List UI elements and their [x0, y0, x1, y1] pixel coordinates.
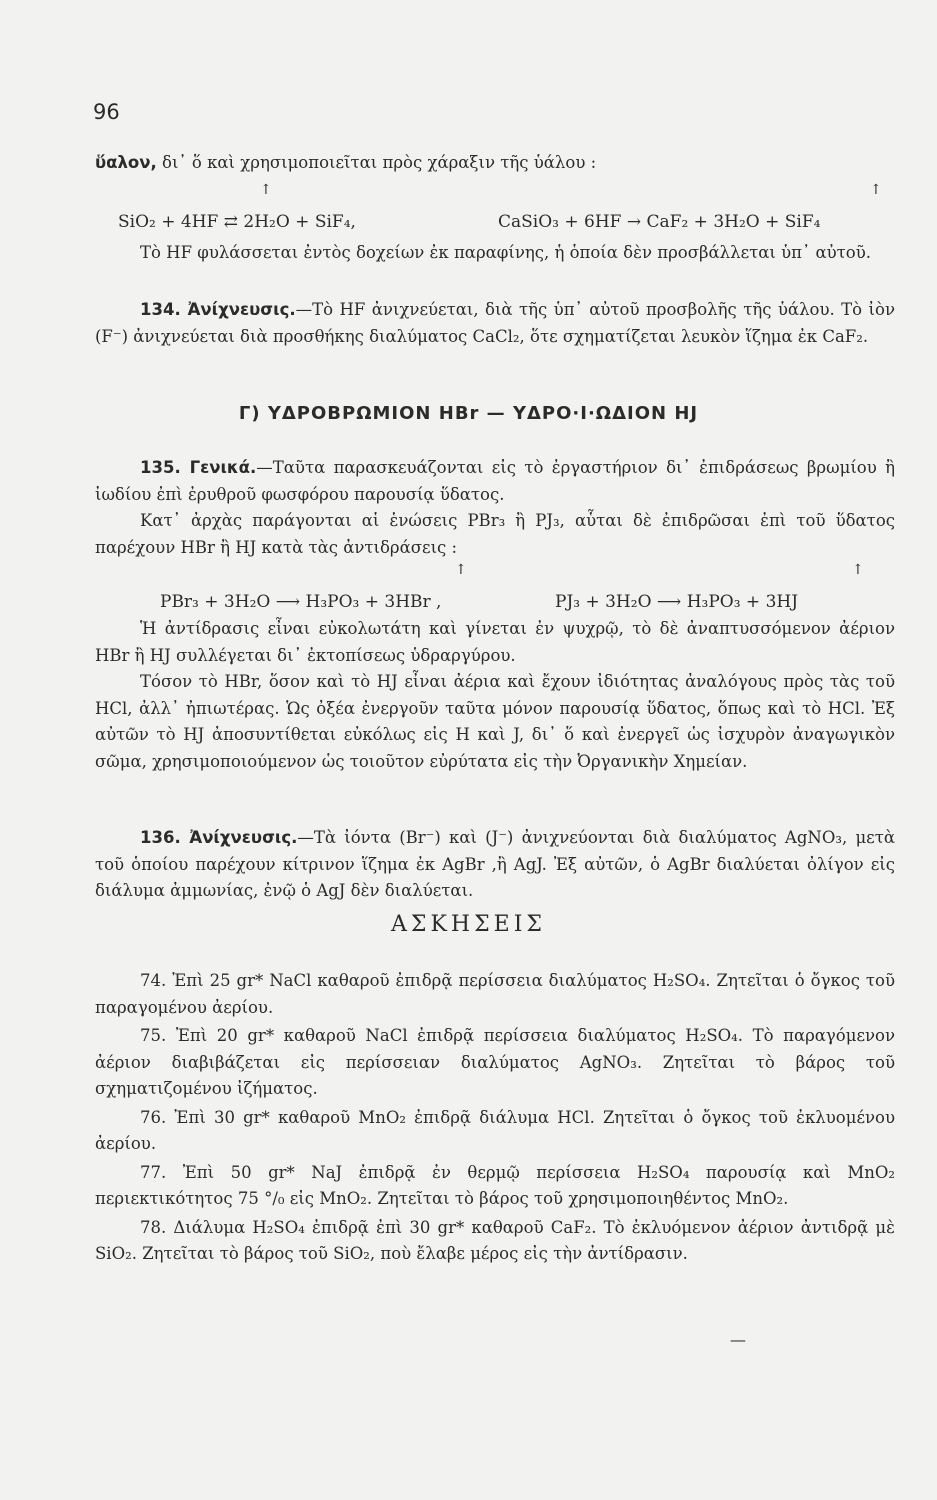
- section-136: [95, 825, 895, 905]
- intro-paragraph: [95, 150, 895, 177]
- exercise-item: 74. Ἐπὶ 25 gr* NaCl καθαροῦ ἐπιδρᾷ περίσσεια διαλύματος H₂SO₄. Ζητεῖται ὁ ὄγκος τοῦ παραγομένου ἀερίου.: [95, 971, 895, 1017]
- section-135-paragraph-2: Κατ᾽ ἀρχὰς παράγονται αἱ ἑνώσεις PBr₃ ἢ PJ₃, αὗται δὲ ἐπιδρῶσαι ἐπὶ τοῦ ὕδατος παρέχουν HBr ἢ HJ κατὰ τὰς ἀντιδράσεις :: [95, 511, 895, 557]
- section-135-label: 135. Γενικά.: [140, 458, 257, 477]
- exercises-title: ΑΣΚΗΣΕΙΣ: [391, 912, 546, 937]
- equation-row-2: [160, 562, 895, 616]
- section-135: [95, 455, 895, 561]
- exercises-list: [95, 968, 895, 1268]
- exercise-item: 77. Ἐπὶ 50 gr* NaJ ἐπιδρᾷ ἐν θερμῷ περίσσεια H₂SO₄ παρουσίᾳ καὶ MnO₂ περιεκτικότητος 75 °/₀ εἰς MnO₂. Ζητεῖται τὸ βάρος τοῦ χρησιμοποιηθέντος MnO₂.: [95, 1162, 895, 1208]
- section-134-text: —Τὸ HF ἀνιχνεύεται, διὰ τῆς ὑπ᾽ αὐτοῦ προσβολῆς τῆς ὑάλου. Τὸ ἰὸν (F⁻) ἀνιχνεύεται διὰ προσθήκης διαλύματος CaCl₂, ὅτε σχηματίζεται λευκὸν ἵζημα ἐκ CaF₂.: [95, 300, 895, 346]
- equation-row-1: [118, 182, 893, 236]
- gas-arrow-icon: ↑: [870, 182, 882, 198]
- equation-sio2-hf: SiO₂ + 4HF ⇄ 2H₂O + SiF₄,: [118, 212, 356, 232]
- properties-text: Τόσον τὸ HBr, ὅσον καὶ τὸ HJ εἶναι ἀέρια καὶ ἔχουν ἰδιότητας ἀναλόγους πρὸς τὰς τοῦ HCl, ἀλλ᾽ ἠπιωτέρας. Ὡς ὀξέα ἐνεργοῦν ταῦτα μόνον παρουσίᾳ ὕδατος, ὅπως καὶ τὸ HCl. Ἐξ αὐτῶν τὸ HJ ἀποσυντίθεται εὐκόλως εἰς H καὶ J, δι᾽ ὅ καὶ ἐνεργεῖ ὡς ἰσχυρὸν ἀναγωγικὸν σῶμα, χρησιμοποιούμενον ὡς τοιοῦτον εὐρύτατα εἰς τὴν Ὀργανικὴν Χημείαν.: [95, 672, 895, 771]
- section-136-label: 136. Ἀνίχνευσις.: [140, 828, 298, 847]
- hf-storage-text: Τὸ HF φυλάσσεται ἐντὸς δοχείων ἐκ παραφίνης, ἡ ὁποία δὲν προσβάλλεται ὑπ᾽ αὐτοῦ.: [140, 243, 871, 262]
- section-134-label: 134. Ἀνίχνευσις.: [140, 300, 296, 319]
- section-134: [95, 297, 895, 350]
- equation-pbr3: PBr₃ + 3H₂O ⟶ H₃PO₃ + 3HBr ,: [160, 592, 442, 612]
- reaction-text: Ἡ ἀντίδρασις εἶναι εὐκολωτάτη καὶ γίνεται ἐν ψυχρῷ, τὸ δὲ ἀναπτυσσόμενον ἀέριον HBr ἢ HJ συλλέγεται δι᾽ ἐκτοπίσεως ὑδραργύρου.: [95, 619, 895, 665]
- gas-arrow-icon: ↑: [852, 562, 864, 578]
- intro-text: δι᾽ ὅ καὶ χρησιμοποιεῖται πρὸς χάραξιν τῆς ὑάλου :: [156, 153, 597, 172]
- section-heading-hbr-hj: Γ) ΥΔΡΟΒΡΩΜΙΟΝ HBr — ΥΔΡΟ·Ι·ΩΔΙΟΝ HJ: [238, 403, 699, 424]
- gas-arrow-icon: ↑: [260, 182, 272, 198]
- reaction-paragraph: [95, 616, 895, 775]
- page-number: 96: [93, 100, 120, 124]
- footer-mark: —: [730, 1330, 746, 1349]
- exercise-item: 75. Ἐπὶ 20 gr* καθαροῦ NaCl ἐπιδρᾷ περίσσεια διαλύματος H₂SO₄. Τὸ παραγόμενον ἀέριον διαβιβάζεται εἰς περίσσειαν διαλύματος AgNO₃. Ζητεῖται τὸ βάρος τοῦ σχηματιζομένου ἰζήματος.: [95, 1026, 895, 1098]
- equation-pj3: PJ₃ + 3H₂O ⟶ H₃PO₃ + 3HJ: [555, 592, 799, 612]
- equation-casio3-hf: CaSiO₃ + 6HF → CaF₂ + 3H₂O + SiF₄: [498, 212, 821, 232]
- exercise-item: 76. Ἐπὶ 30 gr* καθαροῦ MnO₂ ἐπιδρᾷ διάλυμα HCl. Ζητεῖται ὁ ὄγκος τοῦ ἐκλυομένου ἀερίου.: [95, 1107, 895, 1153]
- intro-bold-word: ὕαλον,: [95, 153, 157, 172]
- section-136-text: —Τὰ ἰόντα (Br⁻) καὶ (J⁻) ἀνιχνεύονται διὰ διαλύματος AgNO₃, μετὰ τοῦ ὁποίου παρέχουν κίτρινον ἵζημα ἐκ AgBr ,ἢ AgJ. Ἐξ αὐτῶν, ὁ AgBr διαλύεται ὀλίγον εἰς διάλυμα ἀμμωνίας, ἐνῷ ὁ AgJ δὲν διαλύεται.: [95, 828, 895, 900]
- gas-arrow-icon: ↑: [455, 562, 467, 578]
- exercise-item: 78. Διάλυμα H₂SO₄ ἐπιδρᾷ ἐπὶ 30 gr* καθαροῦ CaF₂. Τὸ ἐκλυόμενον ἀέριον ἀντιδρᾷ μὲ SiO₂. Ζητεῖται τὸ βάρος τοῦ SiO₂, ποὺ ἔλαβε μέρος εἰς τὴν ἀντίδρασιν.: [95, 1217, 895, 1263]
- hf-storage-paragraph: [95, 240, 895, 267]
- section-135-text: —Ταῦτα παρασκευάζονται εἰς τὸ ἐργαστήριον δι᾽ ἐπιδράσεως βρωμίου ἢ ἰωδίου ἐπὶ ἐρυθροῦ φωσφόρου παρουσίᾳ ὕδατος.: [95, 458, 895, 504]
